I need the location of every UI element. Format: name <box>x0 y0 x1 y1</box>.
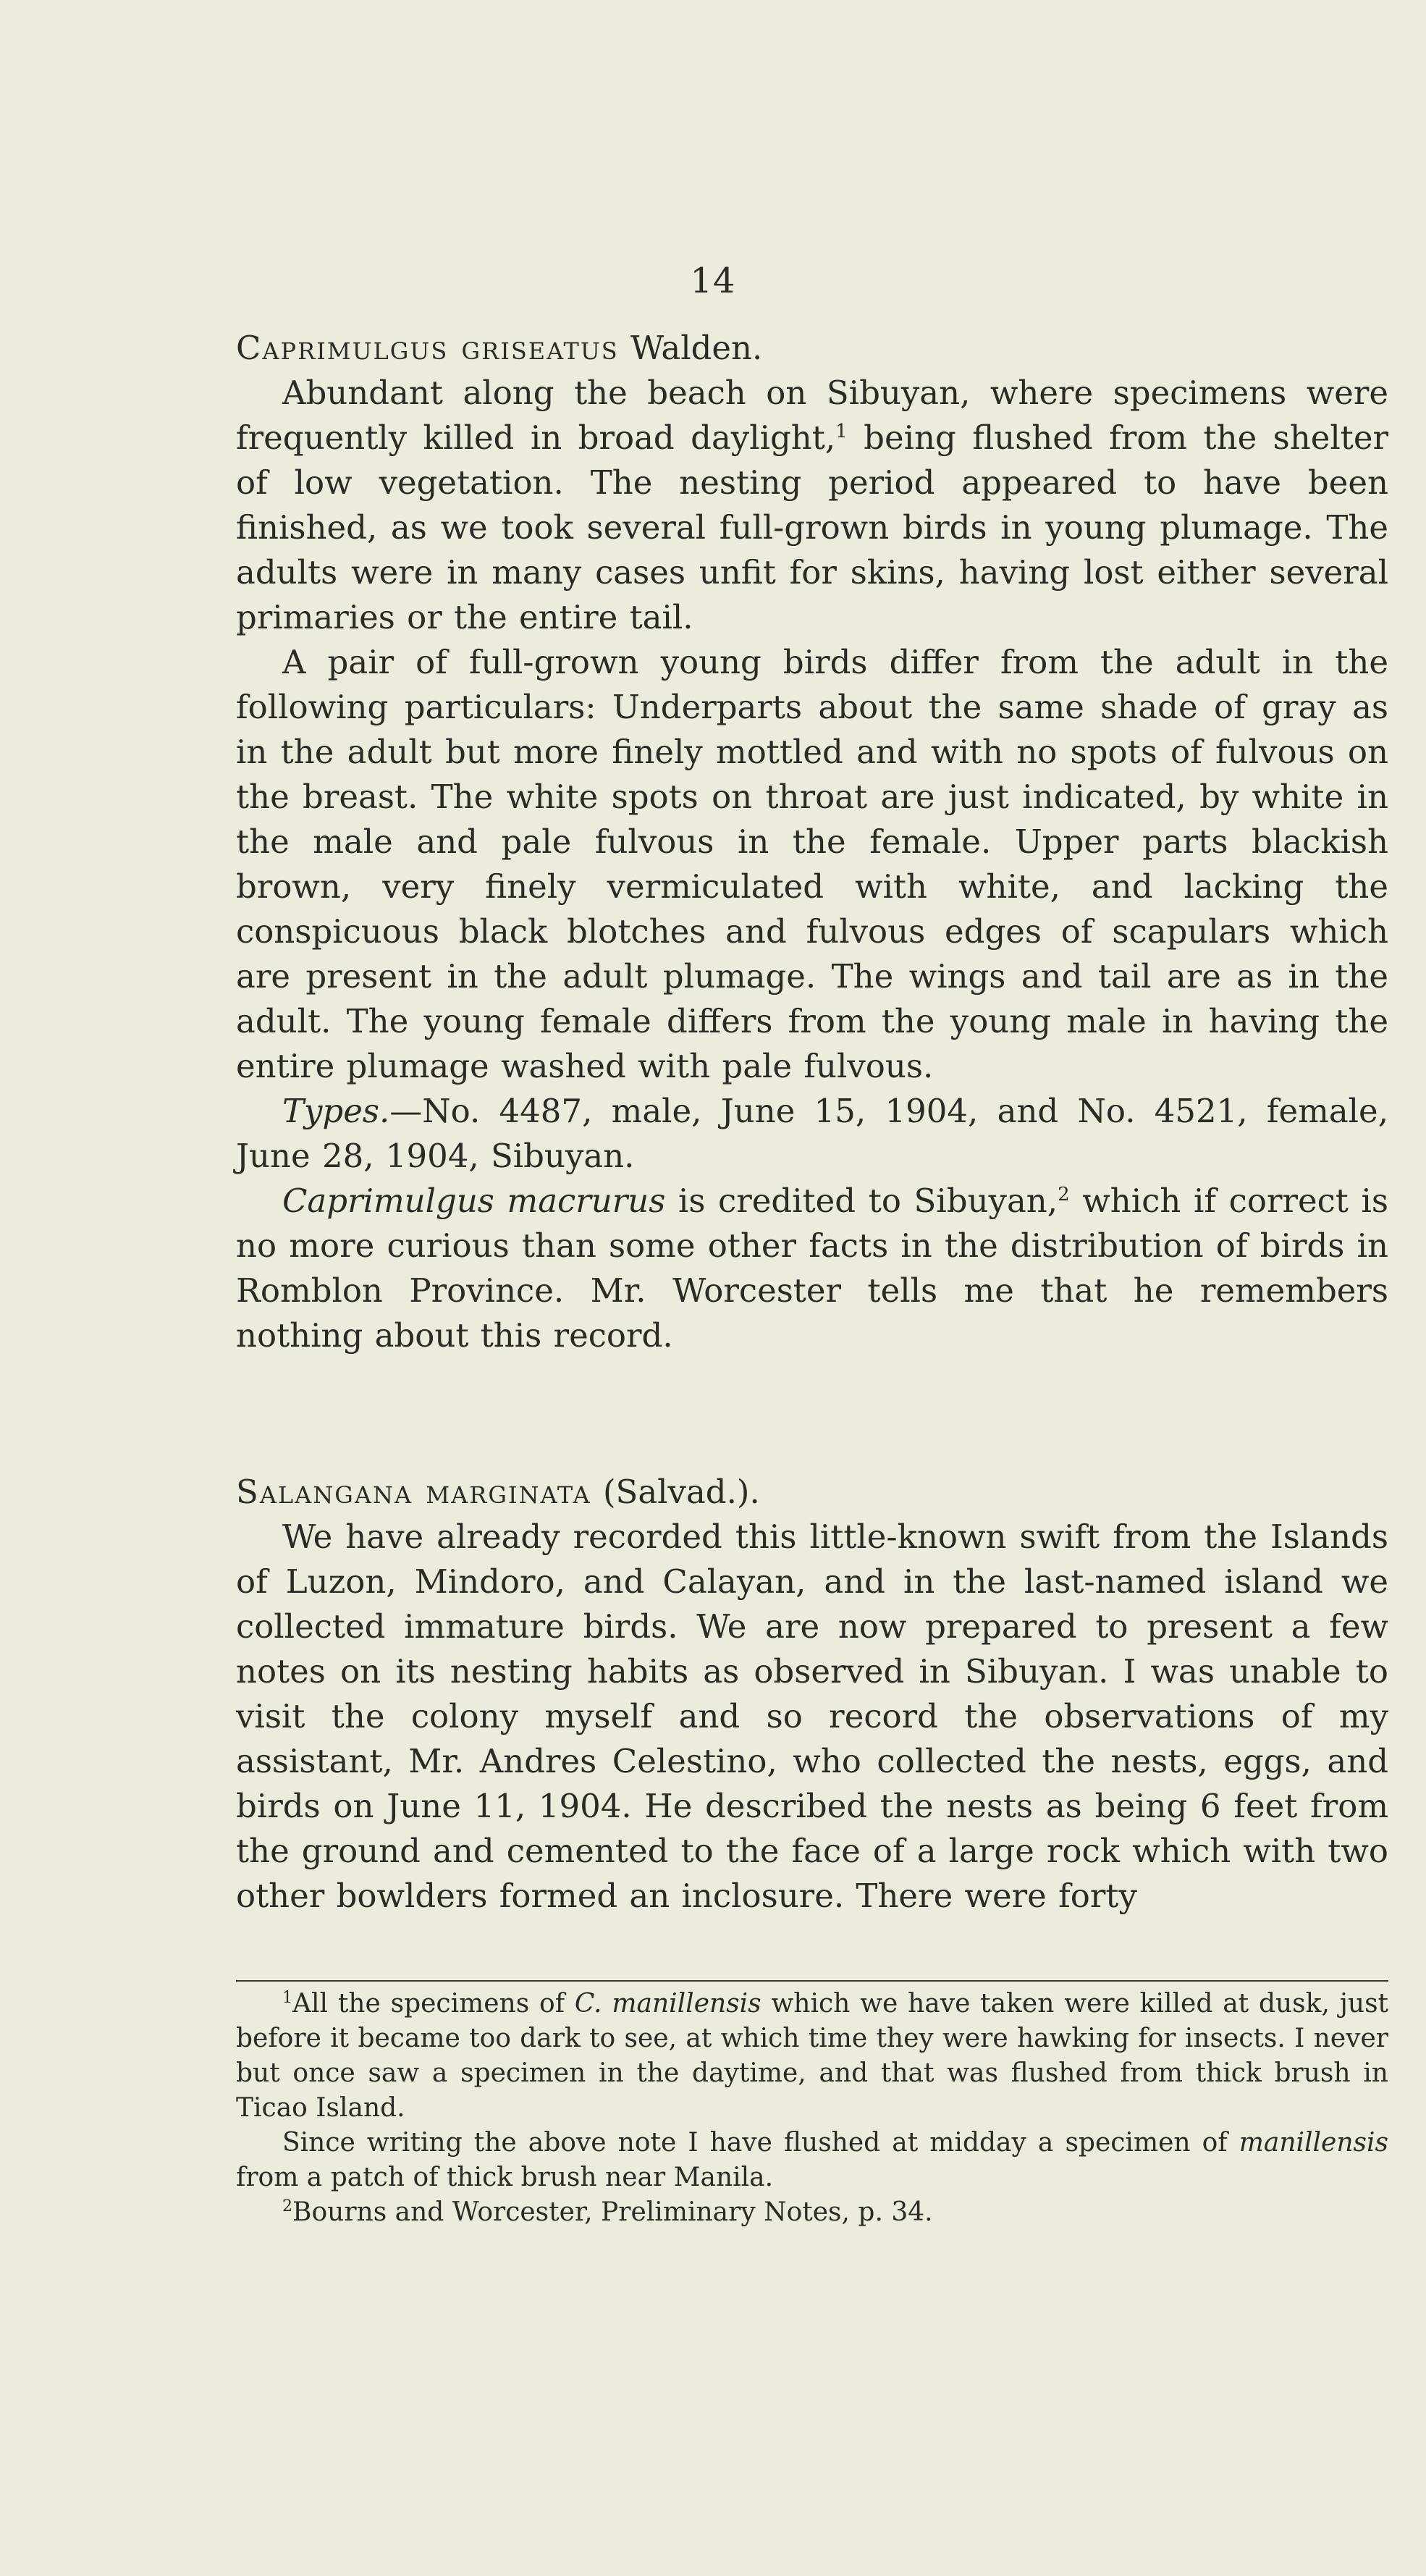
footnote-text: All the specimens of <box>292 1989 575 2019</box>
species-name: Caprimulgus griseatus <box>236 329 619 367</box>
paragraph: A pair of full-grown young birds differ from the adult in the following particulars: Underparts about the same shade of gray as in the adult but more finely mottled and with no spots of fulvous on the breast. The white spots on throat are just indicated, by white in the male and pale fulvous in the female. Upper parts blackish brown, very finely vermiculated with white, and lacking the conspicuous black blotches and fulvous edges of scapulars which are present in the adult plumage. The wings and tail are as in the adult. The young female differs from the young male in having the entire plumage washed with pale fulvous. <box>236 643 1388 1085</box>
footnote-ref: 1 <box>835 421 848 442</box>
section-salangana-marginata <box>236 1470 1388 1919</box>
section-caprimulgus-griseatus <box>236 326 1388 1358</box>
footnote-text: Bourns and Worcester, Preliminary Notes, p. 34. <box>292 2197 933 2227</box>
footnotes <box>236 1987 1388 2230</box>
species-name-italic: Caprimulgus macrurus <box>282 1182 666 1220</box>
species-authority: (Salvad.). <box>602 1473 760 1511</box>
footnote <box>236 1987 1388 2126</box>
footnote-ref: 2 <box>1058 1184 1070 1205</box>
footnote-mark: 2 <box>282 2197 292 2215</box>
footnote-mark: 1 <box>282 1989 292 2007</box>
types-paragraph <box>236 1089 1388 1179</box>
types-text: —No. 4487, male, June 15, 1904, and No. 4521, female, June 28, 1904, Sibuyan. <box>236 1092 1388 1175</box>
footnote <box>236 2195 1388 2230</box>
footnote-continued <box>236 2126 1388 2195</box>
footnote-text: from a patch of thick brush near Manila. <box>236 2163 774 2192</box>
paragraph-text: Abundant along the beach on Sibuyan, where specimens were frequently killed in broad daylight, <box>236 374 1388 457</box>
footnote-species: manillensis <box>1239 2128 1388 2158</box>
paragraph <box>236 1179 1388 1358</box>
paragraph <box>236 371 1388 640</box>
paragraph-text: which if correct is no more curious than some other facts in the distribution of birds in Romblon Province. Mr. Worcester tells me that he remembers nothing about this record. <box>236 1182 1388 1355</box>
footnote-text: Since writing the above note I have flushed at midday a specimen of <box>282 2128 1239 2158</box>
footnote-text: which we have taken were killed at dusk, just before it became too dark to see, at which time they were hawking for insects. I never but once saw a specimen in the daytime, and that was flushed from thick brush in Ticao Island. <box>236 1989 1389 2123</box>
species-name: Salangana marginata <box>236 1473 591 1511</box>
species-heading <box>236 1470 1388 1515</box>
footnote-divider <box>236 1980 1388 1982</box>
species-authority: Walden. <box>630 329 763 367</box>
types-label: Types. <box>282 1092 390 1130</box>
footnote-species: C. manillensis <box>574 1989 761 2019</box>
species-heading <box>236 326 1388 371</box>
paragraph-text: being flushed from the shelter of low vegetation. The nesting period appeared to have been finished, as we took several full-grown birds in young plumage. The adults were in many cases unfit for skins, having lost either several primaries or the entire tail. <box>236 418 1388 636</box>
paragraph: We have already recorded this little-known swift from the Islands of Luzon, Mindoro, and Calayan, and in the last-named island we collected immature birds. We are now prepared to present a few notes on its nesting habits as observed in Sibuyan. I was unable to visit the colony myself and so record the observations of my assistant, Mr. Andres Celestino, who collected the nests, eggs, and birds on June 11, 1904. He described the nests as being 6 feet from the ground and cemented to the face of a large rock which with two other bowlders formed an inclosure. There were forty <box>236 1518 1388 1915</box>
page-number: 14 <box>690 261 736 301</box>
paragraph-text: is credited to Sibuyan, <box>665 1182 1058 1220</box>
